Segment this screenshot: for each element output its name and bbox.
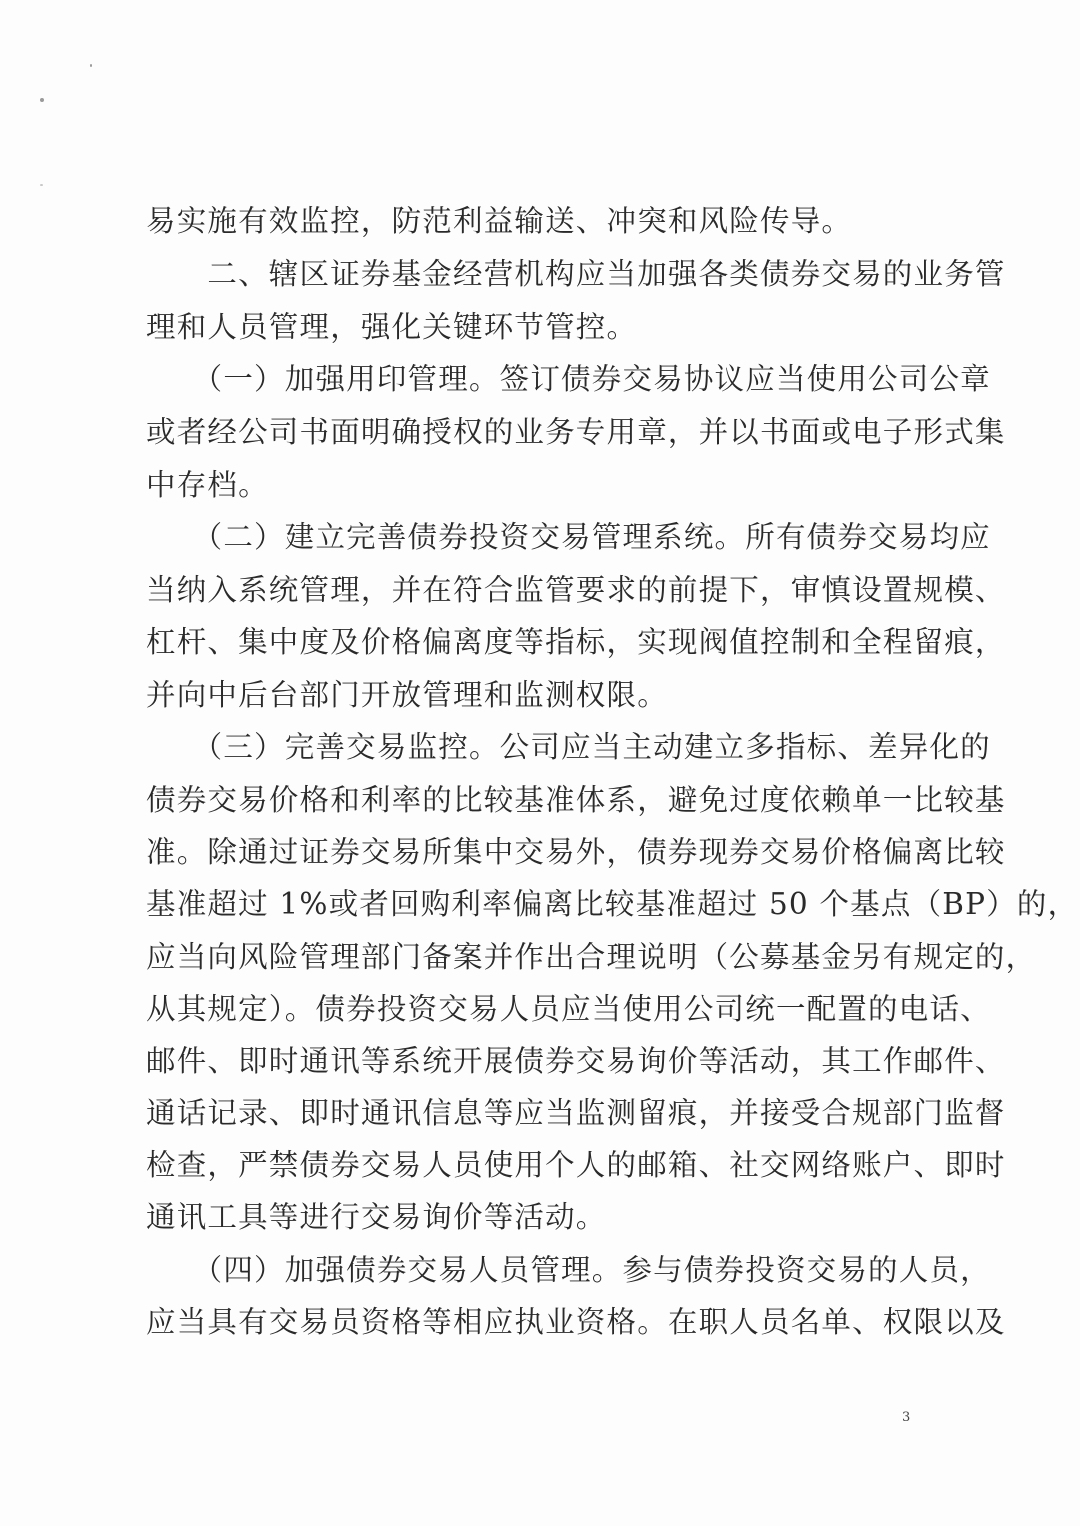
body-text-line: 应当具有交易员资格等相应执业资格。在职人员名单、权限以及	[146, 1305, 1006, 1339]
body-text-line: 通话记录、即时通讯信息等应当监测留痕，并接受合规部门监督	[146, 1096, 1006, 1130]
body-text-line: 易实施有效监控，防范利益输送、冲突和风险传导。	[146, 204, 853, 238]
body-text-line: 理和人员管理，强化关键环节管控。	[146, 310, 638, 344]
scan-speck	[90, 64, 92, 67]
body-text-line: 通讯工具等进行交易询价等活动。	[146, 1200, 607, 1234]
body-text-line: 二、辖区证券基金经营机构应当加强各类债券交易的业务管	[146, 257, 1006, 291]
body-text-line: 检查，严禁债券交易人员使用个人的邮箱、社交网络账户、即时	[146, 1148, 1006, 1182]
body-text-line: 从其规定）。债券投资交易人员应当使用公司统一配置的电话、	[146, 992, 991, 1026]
body-text-line: 当纳入系统管理，并在符合监管要求的前提下，审慎设置规模、	[146, 573, 1006, 607]
scan-speck	[40, 184, 43, 186]
body-text-line: 邮件、即时通讯等系统开展债券交易询价等活动，其工作邮件、	[146, 1044, 1006, 1078]
body-text-line: 应当向风险管理部门备案并作出合理说明（公募基金另有规定的，	[146, 940, 1037, 974]
body-text-line: 债券交易价格和利率的比较基准体系，避免过度依赖单一比较基	[146, 783, 1006, 817]
body-text-line: 或者经公司书面明确授权的业务专用章，并以书面或电子形式集	[146, 415, 1006, 449]
body-text-line: 杠杆、集中度及价格偏离度等指标，实现阀值控制和全程留痕，	[146, 625, 1006, 659]
body-text-line: 基准超过 1%或者回购利率偏离比较基准超过 50 个基点（BP）的，	[146, 887, 1079, 921]
body-text-line: 中存档。	[146, 468, 269, 502]
body-text-line: （二）建立完善债券投资交易管理系统。所有债券交易均应	[146, 520, 991, 554]
body-text-line: （三）完善交易监控。公司应当主动建立多指标、差异化的	[146, 730, 991, 764]
page-number: 3	[902, 1410, 911, 1425]
body-text-line: 并向中后台部门开放管理和监测权限。	[146, 678, 668, 712]
body-text-line: （一）加强用印管理。签订债券交易协议应当使用公司公章	[146, 362, 991, 396]
body-text-line: 准。除通过证券交易所集中交易外，债券现券交易价格偏离比较	[146, 835, 1006, 869]
body-text-line: （四）加强债券交易人员管理。参与债券投资交易的人员，	[146, 1253, 991, 1287]
scan-speck	[40, 98, 44, 102]
